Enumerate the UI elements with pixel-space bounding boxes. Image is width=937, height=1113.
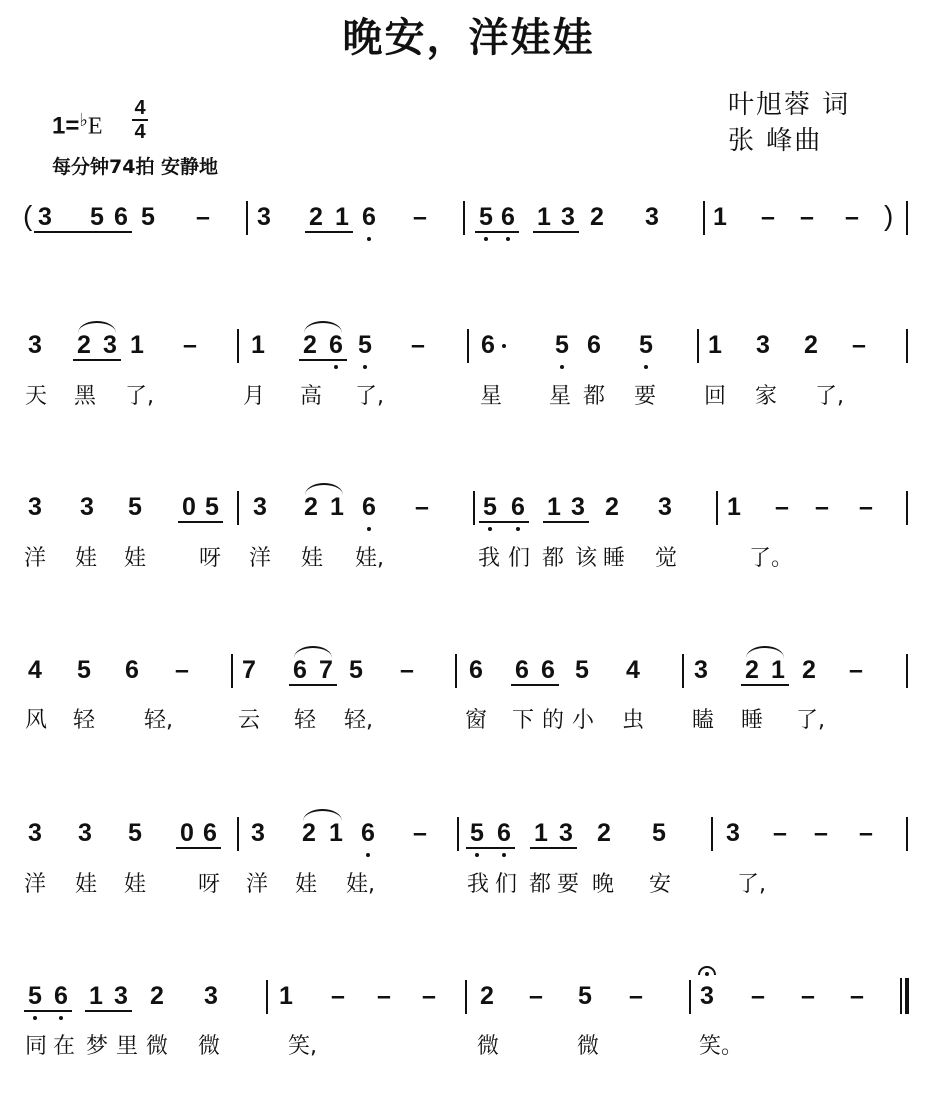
eighth-underline (73, 359, 121, 361)
lyric-syllable: 娃, (346, 872, 375, 897)
eighth-underline (24, 1010, 72, 1012)
note: 5 (349, 656, 363, 684)
note: 1 (534, 819, 548, 847)
note: 3 (204, 982, 218, 1010)
note: 0 (182, 493, 196, 521)
eighth-underline (178, 521, 223, 523)
note: 3 (78, 819, 92, 847)
lyric-syllable: 了, (737, 872, 766, 897)
lyric-syllable: 该 (574, 546, 597, 571)
note: 1 (547, 493, 561, 521)
lyric-syllable: 月 (242, 384, 265, 409)
note: 6 (114, 203, 128, 231)
note: 7 (242, 656, 256, 684)
lyric-syllable: 我 (466, 872, 489, 897)
key-one: 1= (52, 112, 80, 140)
note: 6 (501, 203, 515, 231)
lyric-syllable: 回 (703, 384, 726, 409)
note: – (400, 656, 414, 684)
low-octave-dot (59, 1016, 63, 1020)
lyric-syllable: 虫 (621, 708, 644, 733)
note: 5 (128, 819, 142, 847)
fermata-dot (705, 972, 709, 976)
note: 3 (559, 819, 573, 847)
lyric-syllable: 轻, (144, 708, 173, 733)
note: 5 (77, 656, 91, 684)
bar-line (682, 654, 684, 688)
eighth-underline (305, 231, 353, 233)
note: 5 (639, 331, 653, 359)
lyric-syllable: 微 (145, 1034, 168, 1059)
note: 7 (319, 656, 333, 684)
note: 2 (303, 331, 317, 359)
note: 1 (329, 819, 343, 847)
note: 2 (302, 819, 316, 847)
lyric-syllable: 洋 (248, 546, 271, 571)
lyric-syllable: 了, (125, 384, 154, 409)
note: 2 (304, 493, 318, 521)
low-octave-dot (33, 1016, 37, 1020)
lyric-syllable: 天 (24, 384, 47, 409)
note: 3 (28, 331, 42, 359)
eighth-underline (299, 359, 347, 361)
note: – (850, 982, 864, 1010)
slur (304, 321, 342, 333)
eighth-underline (533, 231, 579, 233)
note: 3 (28, 819, 42, 847)
note: – (331, 982, 345, 1010)
flat-sign: ♭ (79, 110, 88, 130)
low-octave-dot (367, 527, 371, 531)
lyric-syllable: 晚 (591, 872, 614, 897)
note: 2 (480, 982, 494, 1010)
note: 5 (479, 203, 493, 231)
note: 5 (470, 819, 484, 847)
low-octave-dot (644, 365, 648, 369)
lyric-syllable: 娃 (300, 546, 323, 571)
bar-line (906, 491, 908, 525)
note: 4 (28, 656, 42, 684)
lyric-syllable: 黑 (73, 384, 96, 409)
lyric-syllable: 娃 (123, 872, 146, 897)
note: 4 (626, 656, 640, 684)
lyric-syllable: 在 (52, 1034, 75, 1059)
lyric-syllable: 家 (754, 384, 777, 409)
note: – (761, 203, 775, 231)
lyric-syllable: 高 (299, 384, 322, 409)
note: – (801, 982, 815, 1010)
bar-line (463, 201, 465, 235)
note: – (773, 819, 787, 847)
note: 0 (180, 819, 194, 847)
note: 1 (335, 203, 349, 231)
lyric-syllable: 洋 (23, 872, 46, 897)
lyric-syllable: 娃 (74, 872, 97, 897)
note: 3 (253, 493, 267, 521)
lyric-syllable: 轻 (293, 708, 316, 733)
note: – (413, 203, 427, 231)
note: – (377, 982, 391, 1010)
bar-line (455, 654, 457, 688)
lyric-syllable: 笑。 (699, 1034, 744, 1059)
lyric-syllable: 瞌 (691, 708, 714, 733)
lyric-syllable: 了, (355, 384, 384, 409)
note: 6 (361, 819, 375, 847)
bar-line (703, 201, 705, 235)
lyric-syllable: 都 (541, 546, 564, 571)
note: 1 (537, 203, 551, 231)
note: 3 (114, 982, 128, 1010)
lyric-syllable: 下 (511, 708, 534, 733)
lyric-syllable: 的 (541, 708, 564, 733)
note: – (859, 493, 873, 521)
note: 1 (279, 982, 293, 1010)
note: 2 (605, 493, 619, 521)
eighth-underline (475, 231, 519, 233)
note: 5 (205, 493, 219, 521)
lyric-syllable: 安 (648, 872, 671, 897)
lyric-syllable: 娃 (74, 546, 97, 571)
eighth-underline (530, 847, 577, 849)
note: 3 (38, 203, 52, 231)
note: 1 (727, 493, 741, 521)
lyric-syllable: 里 (115, 1034, 138, 1059)
eighth-underline (85, 1010, 132, 1012)
lyric-syllable: 娃 (123, 546, 146, 571)
lyric-syllable: 风 (24, 708, 47, 733)
note: 6 (362, 493, 376, 521)
key-signature (52, 110, 103, 141)
note: 1 (708, 331, 722, 359)
note: 5 (575, 656, 589, 684)
lyricist-credit: 叶旭蓉 词 (728, 90, 851, 120)
lyric-syllable: 了。 (749, 546, 794, 571)
low-octave-dot (560, 365, 564, 369)
time-signature (132, 98, 148, 142)
note: 6 (515, 656, 529, 684)
note: 5 (90, 203, 104, 231)
note: 3 (700, 982, 714, 1010)
lyric-syllable: 微 (476, 1034, 499, 1059)
composer-credit: 张 峰曲 (728, 126, 823, 156)
note: 3 (645, 203, 659, 231)
lyric-syllable: 娃 (294, 872, 317, 897)
low-octave-dot (488, 527, 492, 531)
note: 3 (756, 331, 770, 359)
note: – (183, 331, 197, 359)
lyric-syllable: 轻, (344, 708, 373, 733)
lyric-syllable: 们 (507, 546, 530, 571)
note: 3 (28, 493, 42, 521)
open-paren: ( (23, 200, 33, 231)
note: 5 (578, 982, 592, 1010)
lyric-syllable: 呀 (197, 872, 220, 897)
note: – (413, 819, 427, 847)
note: 5 (28, 982, 42, 1010)
lyric-syllable: 洋 (23, 546, 46, 571)
note: 3 (257, 203, 271, 231)
bar-line (231, 654, 233, 688)
note: 2 (77, 331, 91, 359)
lyric-syllable: 觉 (654, 546, 677, 571)
lyric-syllable: 星 (548, 384, 571, 409)
note: 3 (561, 203, 575, 231)
low-octave-dot (516, 527, 520, 531)
final-bar-thick (905, 978, 909, 1014)
note: 2 (745, 656, 759, 684)
note: 6 (481, 331, 495, 359)
note: 2 (309, 203, 323, 231)
final-bar-thin (900, 978, 902, 1014)
note: 6 (293, 656, 307, 684)
note: – (175, 656, 189, 684)
bar-line (246, 201, 248, 235)
note: 5 (555, 331, 569, 359)
note: 6 (587, 331, 601, 359)
eighth-underline (176, 847, 221, 849)
low-octave-dot (484, 237, 488, 241)
note: – (196, 203, 210, 231)
note: 2 (802, 656, 816, 684)
bar-line (711, 817, 713, 851)
note: – (422, 982, 436, 1010)
bar-line (237, 491, 239, 525)
eighth-underline (466, 847, 515, 849)
lyric-syllable: 了, (796, 708, 825, 733)
note: 3 (571, 493, 585, 521)
note: 1 (251, 331, 265, 359)
low-octave-dot (502, 853, 506, 857)
note: 3 (694, 656, 708, 684)
lyric-syllable: 睡 (740, 708, 763, 733)
note: 1 (130, 331, 144, 359)
note: 6 (541, 656, 555, 684)
lyric-syllable: 云 (237, 708, 260, 733)
note: – (800, 203, 814, 231)
low-octave-dot (334, 365, 338, 369)
bar-line (716, 491, 718, 525)
bar-line (906, 329, 908, 363)
note: – (815, 493, 829, 521)
note: 2 (597, 819, 611, 847)
slur (303, 809, 342, 821)
lyric-syllable: 都 (582, 384, 605, 409)
eighth-underline (479, 521, 529, 523)
lyric-syllable: 窗 (464, 708, 487, 733)
bar-line (237, 329, 239, 363)
note: 5 (358, 331, 372, 359)
eighth-underline (741, 684, 789, 686)
lyric-syllable: 要 (633, 384, 656, 409)
lyric-syllable: 笑, (288, 1034, 317, 1059)
note: 1 (771, 656, 785, 684)
lyric-syllable: 梦 (85, 1034, 108, 1059)
note: 6 (469, 656, 483, 684)
note: 6 (54, 982, 68, 1010)
lyric-syllable: 了, (815, 384, 844, 409)
low-octave-dot (475, 853, 479, 857)
note: 6 (125, 656, 139, 684)
note: 3 (726, 819, 740, 847)
bar-line (906, 201, 908, 235)
lyric-syllable: 洋 (245, 872, 268, 897)
note: 6 (511, 493, 525, 521)
eighth-underline (511, 684, 559, 686)
note: – (852, 331, 866, 359)
lyric-syllable: 娃, (355, 546, 384, 571)
note: 2 (150, 982, 164, 1010)
note: 6 (203, 819, 217, 847)
lyric-syllable: 睡 (602, 546, 625, 571)
note: – (751, 982, 765, 1010)
lyric-syllable: 小 (571, 708, 594, 733)
note: 5 (652, 819, 666, 847)
bar-line (906, 654, 908, 688)
slur (294, 646, 332, 658)
bar-line (467, 329, 469, 363)
note: 3 (251, 819, 265, 847)
eighth-underline (34, 231, 132, 233)
page-title: 晚安，洋娃娃 (342, 15, 595, 61)
note: – (529, 982, 543, 1010)
lyric-syllable: 同 (24, 1034, 47, 1059)
lyric-syllable: 们 (494, 872, 517, 897)
bar-line (237, 817, 239, 851)
tempo-marking: 每分钟74拍 安静地 (52, 156, 219, 178)
slur (78, 321, 116, 333)
note: 6 (329, 331, 343, 359)
note: 3 (658, 493, 672, 521)
lyric-syllable: 微 (197, 1034, 220, 1059)
lyric-syllable: 轻 (72, 708, 95, 733)
bar-line (457, 817, 459, 851)
time-bottom: 4 (134, 121, 146, 143)
lyric-syllable: 我 (477, 546, 500, 571)
note: – (629, 982, 643, 1010)
note: 5 (483, 493, 497, 521)
lyric-syllable: 要 (556, 872, 579, 897)
bar-line (473, 491, 475, 525)
low-octave-dot (367, 237, 371, 241)
note: 1 (330, 493, 344, 521)
note: 5 (141, 203, 155, 231)
time-top: 4 (134, 97, 146, 119)
note: – (849, 656, 863, 684)
lyric-syllable: 微 (576, 1034, 599, 1059)
eighth-underline (543, 521, 589, 523)
note: 6 (362, 203, 376, 231)
note: – (859, 819, 873, 847)
bar-line (689, 980, 691, 1014)
slur (305, 483, 343, 495)
note: 1 (89, 982, 103, 1010)
note: 2 (804, 331, 818, 359)
bar-line (906, 817, 908, 851)
note: 5 (128, 493, 142, 521)
note: 1 (713, 203, 727, 231)
note: – (775, 493, 789, 521)
eighth-underline (289, 684, 337, 686)
note: – (814, 819, 828, 847)
note: 2 (590, 203, 604, 231)
augmentation-dot (502, 344, 506, 348)
note: 3 (103, 331, 117, 359)
note: 3 (80, 493, 94, 521)
lyric-syllable: 呀 (198, 546, 221, 571)
close-paren: ) (884, 200, 894, 231)
slur (746, 646, 784, 658)
note: – (415, 493, 429, 521)
note: – (845, 203, 859, 231)
lyric-syllable: 都 (528, 872, 551, 897)
low-octave-dot (506, 237, 510, 241)
low-octave-dot (366, 853, 370, 857)
lyric-syllable: 星 (479, 384, 502, 409)
bar-line (266, 980, 268, 1014)
bar-line (697, 329, 699, 363)
low-octave-dot (363, 365, 367, 369)
key-letter: E (87, 113, 103, 140)
note: 6 (497, 819, 511, 847)
note: – (411, 331, 425, 359)
bar-line (465, 980, 467, 1014)
